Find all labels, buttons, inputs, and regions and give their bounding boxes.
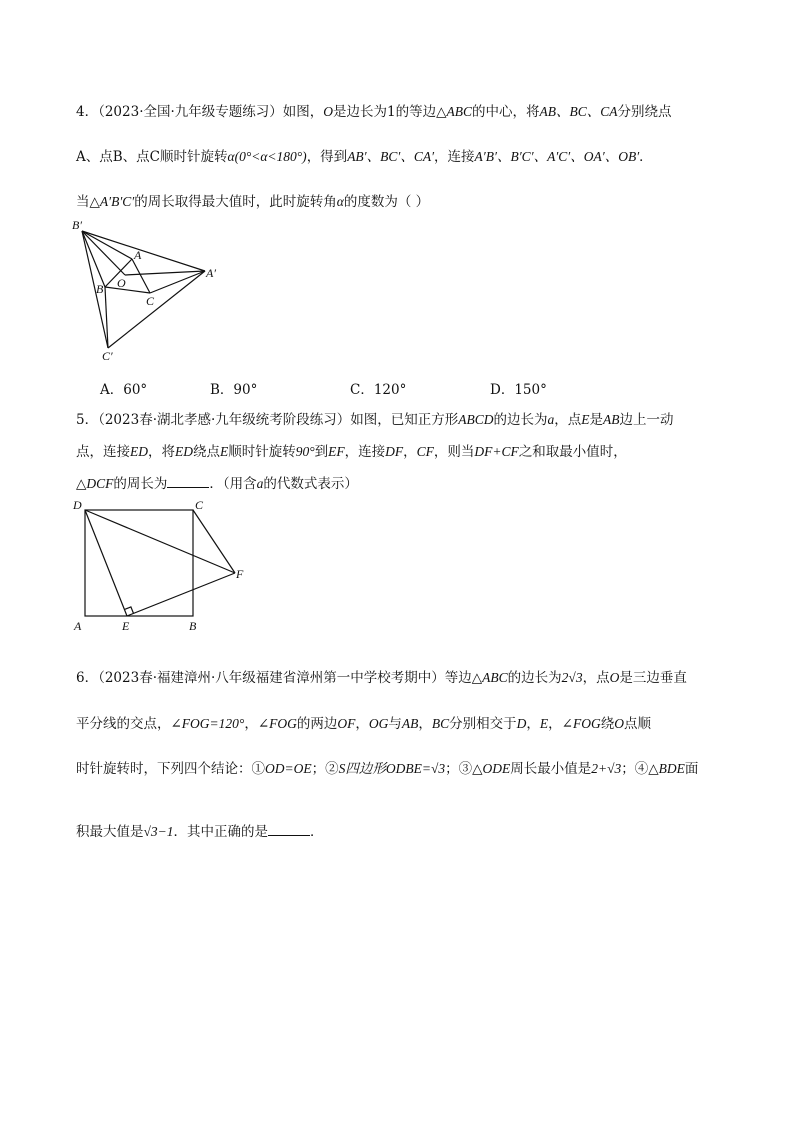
q4-seg-bp-ap bbox=[82, 231, 205, 271]
q6-line-3: 时针旋转时，下列四个结论：①OD=OE；②S四边形ODBE=√3；③△ODE周长最小值是2+√3；④△BDE面 bbox=[76, 761, 699, 777]
q4-figure bbox=[70, 215, 230, 365]
q4-option-d: D．150° bbox=[490, 382, 547, 398]
q5-label-c: C bbox=[195, 498, 204, 512]
q5-label-f: F bbox=[236, 567, 244, 581]
q4-label-bp: B′ bbox=[72, 218, 82, 232]
q6-line-2: 平分线的交点，∠FOG=120°，∠FOG的两边OF，OG与AB，BC分别相交于D，E，∠FOG绕O点顺 bbox=[76, 716, 651, 732]
q4-seg-bp-b bbox=[82, 231, 105, 287]
q6-answer-blank[interactable] bbox=[268, 823, 310, 836]
q4-seg-b-c bbox=[105, 287, 150, 293]
q5-figure bbox=[70, 496, 260, 638]
q4-label-ap: A′ bbox=[206, 266, 216, 280]
q4-option-c: C．120° bbox=[350, 382, 407, 398]
q4-label-o: O bbox=[117, 276, 126, 290]
q5-answer-blank[interactable] bbox=[167, 475, 209, 488]
q4-line-1: 4．（2023·全国·九年级专题练习）如图，O是边长为1的等边△ABC的中心，将AB、BC、CA分别绕点 bbox=[76, 104, 672, 120]
q5-label-d: D bbox=[73, 498, 82, 512]
q5-seg-ef bbox=[127, 573, 235, 616]
q5-label-b: B bbox=[189, 619, 197, 633]
q4-label-c: C bbox=[146, 294, 155, 308]
q4-line-2: A、点B、点C顺时针旋转α(0°<α<180°)，得到AB′、BC′、CA′，连接A′B′、B′C′、A′C′、OA′、OB′． bbox=[76, 149, 653, 165]
q4-seg-o-ap bbox=[125, 271, 205, 275]
q4-option-a: A．60° bbox=[100, 382, 148, 398]
q5-line-1: 5．（2023春·湖北孝感·九年级统考阶段练习）如图，已知正方形ABCD的边长为a，点E是AB边上一动 bbox=[76, 412, 674, 428]
q4-label-b: B bbox=[96, 282, 104, 296]
q5-label-a: A bbox=[74, 619, 82, 633]
q4-seg-c-ap bbox=[150, 271, 205, 293]
q5-square bbox=[85, 510, 193, 616]
q4-label-cp: C′ bbox=[102, 349, 113, 363]
q4-label-a: A bbox=[134, 248, 142, 262]
q4-seg-bp-cp bbox=[82, 231, 108, 348]
q6-line-4: 积最大值是√3−1．其中正确的是 ． bbox=[76, 824, 324, 840]
q4-seg-a-c bbox=[132, 259, 150, 293]
q4-option-b: B．90° bbox=[210, 382, 258, 398]
q5-line-2: 点，连接ED，将ED绕点E顺时针旋转90°到EF，连接DF，CF，则当DF+CF之和取最小值时， bbox=[76, 444, 627, 460]
q5-line-3: △DCF的周长为 ．（用含a的代数式表示） bbox=[76, 476, 358, 492]
q6-line-1: 6．（2023春·福建漳州·八年级福建省漳州第一中学校考期中）等边△ABC的边长为2√3，点O是三边垂直 bbox=[76, 670, 687, 686]
q5-seg-df bbox=[85, 510, 235, 573]
q5-seg-de bbox=[85, 510, 127, 616]
q5-label-e: E bbox=[122, 619, 130, 633]
q4-line-3: 当△A′B′C′的周长取得最大值时，此时旋转角α的度数为（ ） bbox=[76, 194, 430, 210]
